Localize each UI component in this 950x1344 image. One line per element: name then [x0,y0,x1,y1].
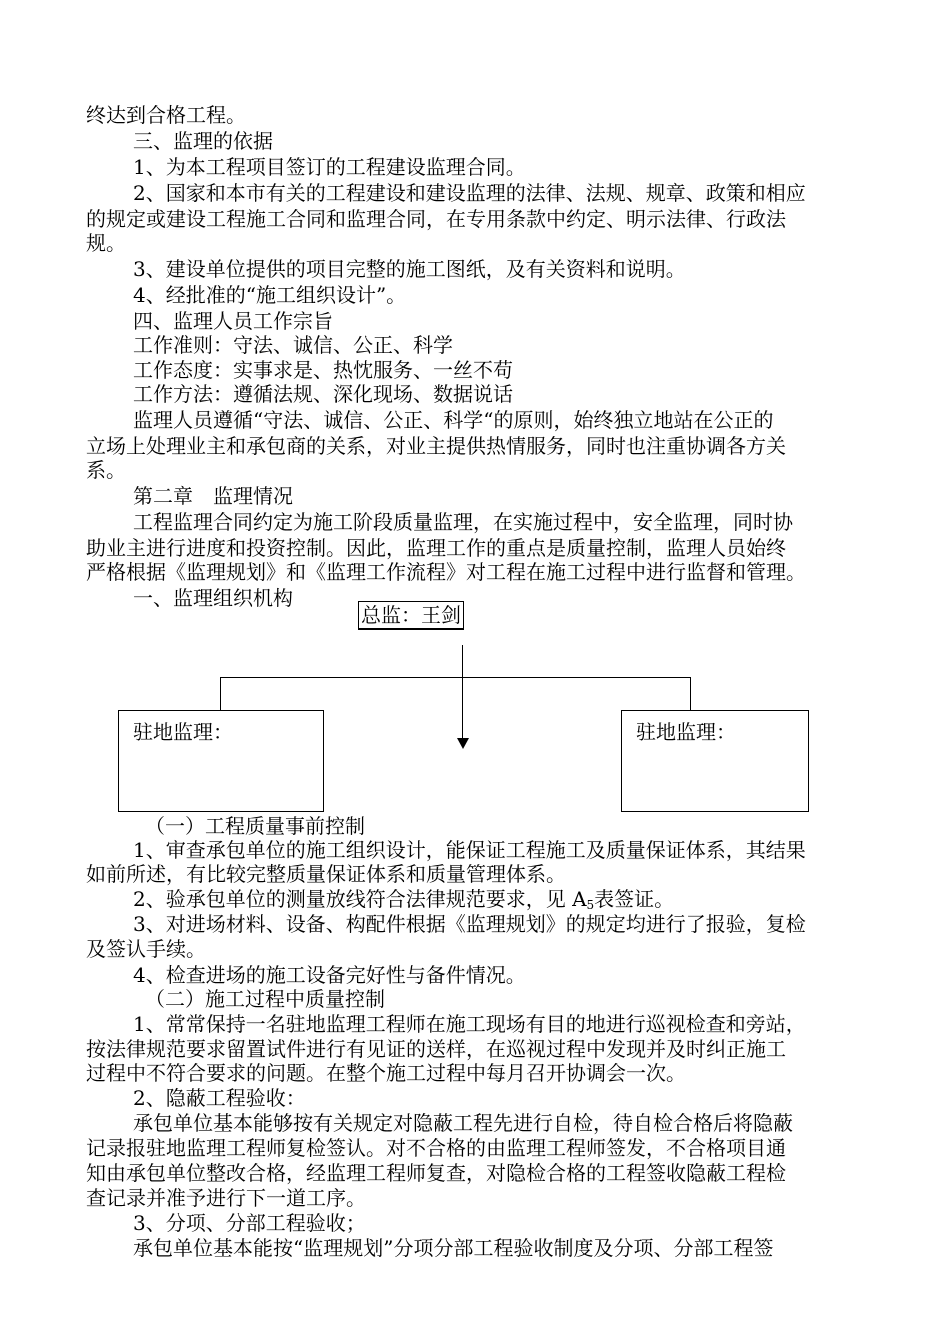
text-line: 3、建设单位提供的项目完整的施工图纸，及有关资料和说明。 [133,257,686,281]
section-heading: 三、监理的依据 [133,129,273,153]
text-line: 承包单位基本能按“监理规划”分项分部工程验收制度及分项、分部工程签 [133,1236,774,1260]
text-line: 立场上处理业主和承包商的关系，对业主提供热情服务，同时也注重协调各方关 [86,434,786,458]
arrow-down-icon [457,738,469,749]
text-line: 工作态度：实事求是、热忱服务、一丝不苟 [133,358,513,382]
org-top-node: 总监：王剑 [358,601,464,630]
text-line: 记录报驻地监理工程师复检签认。对不合格的由监理工程师签发，不合格项目通 [86,1136,786,1160]
text-line: 按法律规范要求留置试件进行有见证的送样，在巡视过程中发现并及时纠正施工 [86,1037,786,1061]
text-line: 3、分项、分部工程验收； [133,1211,366,1235]
text-line: 助业主进行进度和投资控制。因此，监理工作的重点是质量控制，监理人员始终 [86,536,786,560]
org-right-label: 驻地监理： [636,720,736,744]
text-line: 知由承包单位整改合格，经监理工程师复查，对隐检合格的工程签收隐蔽工程检 [86,1161,786,1185]
text-line: 工程监理合同约定为施工阶段质量监理，在实施过程中，安全监理，同时协 [133,510,793,534]
text-line: 的规定或建设工程施工合同和监理合同，在专用条款中约定、明示法律、行政法 [86,207,786,231]
org-connector-horizontal [220,677,691,678]
text-line: 监理人员遵循“守法、诚信、公正、科学“的原则，始终独立地站在公正的 [133,408,774,432]
subsection-heading: （二）施工过程中质量控制 [145,987,385,1011]
text-line: 4、检查进场的施工设备完好性与备件情况。 [133,963,526,987]
text-line: 1、审查承包单位的施工组织设计，能保证工程施工及质量保证体系，其结果 [133,838,806,862]
text-line: 过程中不符合要求的问题。在整个施工过程中每月召开协调会一次。 [86,1061,686,1085]
text-line: 工作方法：遵循法规、深化现场、数据说话 [133,382,513,406]
org-connector-right [690,677,691,710]
org-left-node [118,710,324,812]
text-line: 2、国家和本市有关的工程建设和建设监理的法律、法规、规章、政策和相应 [133,181,806,205]
org-left-label: 驻地监理： [133,720,233,744]
text-segment: 2、验承包单位的测量放线符合法律规范要求，见 A [133,887,587,911]
org-right-node [621,710,809,812]
text-line: 如前所述，有比较完整质量保证体系和质量管理体系。 [86,862,566,886]
text-line: 1、为本工程项目签订的工程建设监理合同。 [133,155,526,179]
text-line: 规。 [86,231,126,255]
chapter-heading: 第二章 监理情况 [133,484,293,508]
text-line: 3、对进场材料、设备、构配件根据《监理规划》的规定均进行了报验，复检 [133,912,806,936]
text-segment: 表签证。 [594,887,675,911]
text-line: 查记录并准予进行下一道工序。 [86,1186,366,1210]
section-heading: 四、监理人员工作宗旨 [133,309,333,333]
text-line: 工作准则：守法、诚信、公正、科学 [133,333,453,357]
text-line: 系。 [86,458,126,482]
org-connector-left [220,677,221,710]
text-line: 4、经批准的“施工组织设计”。 [133,283,407,307]
text-line: 承包单位基本能够按有关规定对隐蔽工程先进行自检，待自检合格后将隐蔽 [133,1111,793,1135]
subsection-heading: （一）工程质量事前控制 [145,814,365,838]
text-line: 终达到合格工程。 [86,103,246,127]
text-line: 严格根据《监理规划》和《监理工作流程》对工程在施工过程中进行监督和管理。 [86,560,806,584]
subscript: 5 [586,898,595,912]
section-heading: 一、监理组织机构 [133,586,293,610]
text-line: 2、隐蔽工程验收： [133,1086,306,1110]
org-connector-vertical [462,645,463,740]
text-line: 及签认手续。 [86,937,206,961]
text-line: 1、常常保持一名驻地监理工程师在施工现场有目的地进行巡视检查和旁站， [133,1012,806,1036]
